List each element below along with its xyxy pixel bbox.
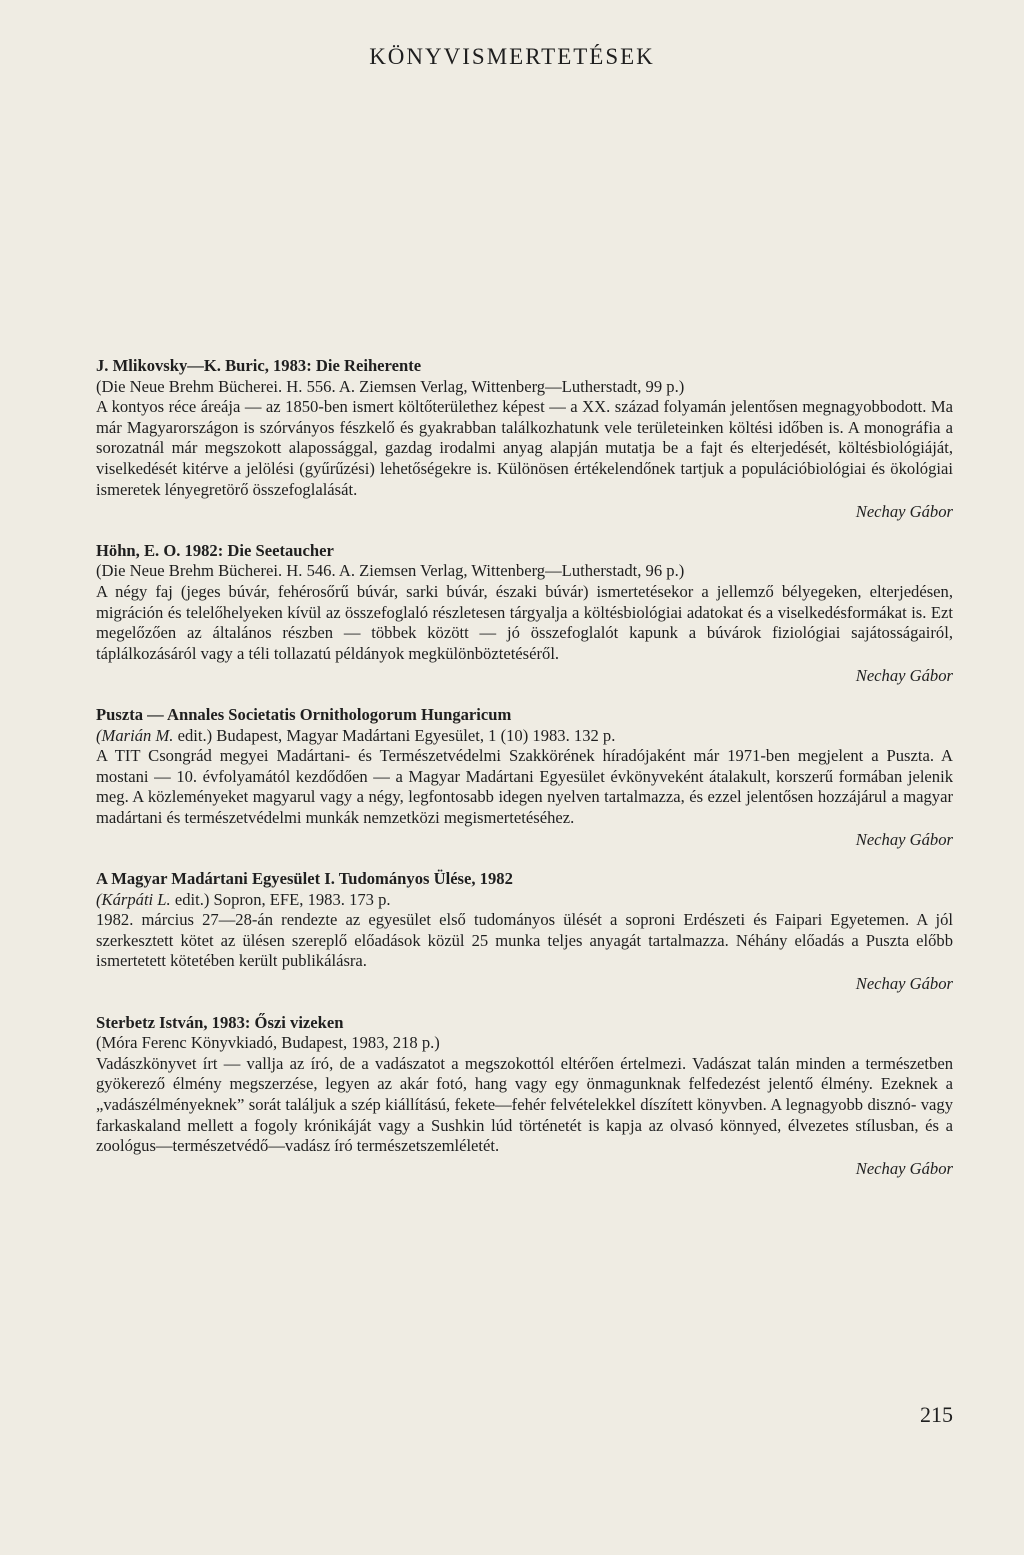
review-seetaucher <box>96 541 953 687</box>
reviewer-name: Nechay Gábor <box>855 502 953 522</box>
review-publication: (Die Neue Brehm Bücherei. H. 556. A. Ziemsen Verlag, Wittenberg—Lutherstadt, 99 p.) <box>96 376 685 396</box>
review-publication: (Móra Ferenc Könyvkiadó, Budapest, 1983, 218 p.) <box>96 1033 440 1053</box>
reviewer-name: Nechay Gábor <box>855 830 953 850</box>
review-publication <box>96 890 953 911</box>
review-oszi-vizeken <box>96 1013 953 1180</box>
review-pub-details: edit.) Sopron, EFE, 1983. 173 p. <box>170 889 391 909</box>
review-title: A Magyar Madártani Egyesület I. Tudományos Ülése, 1982 <box>96 869 513 889</box>
review-body: A TIT Csongrád megyei Madártani- és Természetvédelmi Szakkörének híradójaként már 1971-ben megjelent a Puszta. A mostani — 10. évfolyamától kezdődően — a Magyar Madártani Egyesület évkönyveként átalakult, korszerű formában jelenik meg. A közleményeket magyarul vagy a négy, legfontosabb idegen nyelven tartalmazza, és ezzel jelentősen hozzájárul a magyar madártani és természetvédelmi munkák nemzetközi megismertetéséhez. <box>96 746 953 827</box>
reviewer-name: Nechay Gábor <box>855 974 953 994</box>
review-body: 1982. március 27—28-án rendezte az egyesület első tudományos ülését a soproni Erdészeti és Faipari Egyetemen. A jól szerkesztett kötet az ülésen szereplő előadások közül 25 munka teljes anyagát tartalmazza. Néhány előadás a Puszta előbb ismertetett kötetében került publikálásra. <box>96 910 953 971</box>
reviews-section <box>96 356 953 1179</box>
review-body: A négy faj (jeges búvár, fehérosőrű búvár, sarki búvár, északi búvár) ismertetésekor a jellemző bélyegeken, elterjedésen, migráción és telelőhelyeken kívül az összefoglaló részletesen tárgyalja a költésbiológiai adatokat és a viselkedésformákat is. Ezt megelőzően az általános részben — többek között — jó összefoglalót kapunk a búvárok fiziológiai sajátosságairól, táplálkozásáról vagy a téli tollazatú példányok megkülönböztetéséről. <box>96 581 953 663</box>
review-pub-details: edit.) Budapest, Magyar Madártani Egyesület, 1 (10) 1983. 132 p. <box>173 725 616 745</box>
review-editor: (Kárpáti L. <box>96 889 171 909</box>
review-title: Puszta — Annales Societatis Ornithologorum Hungaricum <box>96 704 512 724</box>
review-title: Höhn, E. O. 1982: Die Seetaucher <box>96 540 334 560</box>
review-publication <box>96 726 953 747</box>
review-title: Sterbetz István, 1983: Őszi vizeken <box>96 1012 344 1032</box>
review-body: Vadászkönyvet írt — vallja az író, de a vadászatot a megszokottól eltérően értelmezi. Vadászat talán minden a természetben gyökerező élmény megszerzése, legyen az akár fotó, hang vagy egy önmagunknak felfedezést jelentő élmény. Ezeknek a „vadászélményeknek” sorát találjuk a szép kiállítású, fekete—fehér felvételekkel díszített könyvben. A legnagyobb disznó- vagy farkaskaland mellett a fogoly krónikáját vagy a Sushkin lúd történetét is kapja az olvasó könnyed, élvezetes stílusban, és a zoológus—természetvédő—vadász író természetszemléletét. <box>96 1053 953 1156</box>
review-body: A kontyos réce áreája — az 1850-ben ismert költőterülethez képest — a XX. század folyamán jelentősen megnagyobbodott. Ma már Magyarországon is szórványos fészkelő és gyakrabban találkozhatunk vele területeinken költési időben is. A monográfia a sorozatnál már megszokott alapossággal, gazdag irodalmi anyag alapján mutatja be a fajt és elterjedését, költésbiológiáját, viselkedését kitérve a jelölési (gyűrűzési) lehetőségekre is. Különösen értékelendőnek tartjuk a populációbiológiai és ökológiai ismeretek lényegretörő összefoglalását. <box>96 397 953 499</box>
review-publication: (Die Neue Brehm Bücherei. H. 546. A. Ziemsen Verlag, Wittenberg—Lutherstadt, 96 p.) <box>96 561 685 581</box>
page-number: 215 <box>920 1402 953 1427</box>
page-header: KÖNYVISMERTETÉSEK <box>369 44 655 69</box>
review-title: J. Mlikovsky—K. Buric, 1983: Die Reiherente <box>96 356 422 375</box>
review-editor: (Marián M. <box>96 725 174 745</box>
review-madartani-ules <box>96 869 953 995</box>
review-puszta <box>96 705 953 851</box>
reviewer-name: Nechay Gábor <box>855 666 953 686</box>
review-reiherente <box>96 356 953 523</box>
reviewer-name: Nechay Gábor <box>855 1158 953 1178</box>
